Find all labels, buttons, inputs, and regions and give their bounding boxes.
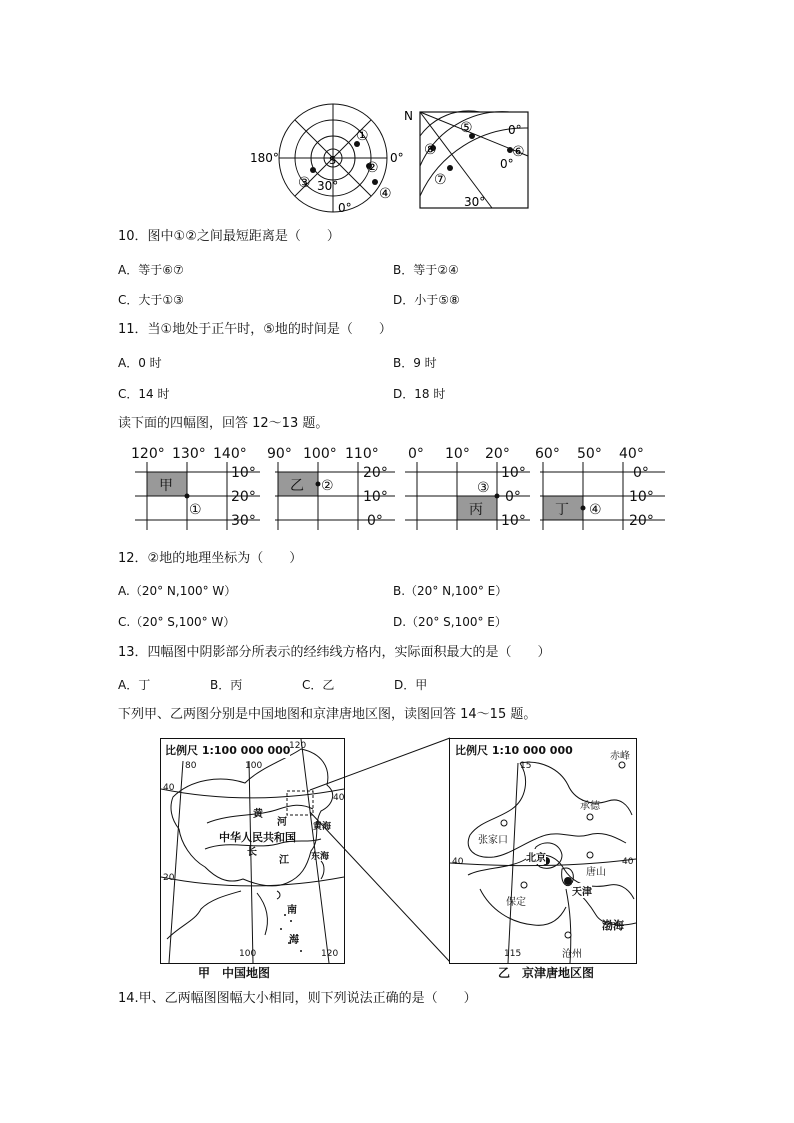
grid3-top-1: 10°: [445, 446, 470, 462]
china-lon-100-bottom: 100: [239, 949, 257, 959]
point-5-label: ⑤: [460, 120, 473, 136]
grid1-side-1: 20°: [231, 489, 256, 505]
china-map-scale: 比例尺 1:100 000 000: [165, 744, 291, 757]
china-map-caption: 甲 中国地图: [198, 966, 271, 980]
grid-figures: [125, 444, 670, 534]
jjt-cangzhou: 沧州: [562, 949, 582, 960]
grid3-side-0: 10°: [501, 465, 526, 481]
lon-0-label: 0°: [500, 157, 514, 171]
grid-jia: [131, 446, 260, 530]
q12-option-d: D.（20° S,100° E）: [393, 615, 507, 629]
jjt-beijing: 北京: [526, 849, 546, 864]
grid2-top-0: 90°: [267, 446, 292, 462]
q10-option-c: C．大于①③: [118, 293, 184, 307]
q10-option-d: D．小于⑤⑧: [393, 293, 460, 307]
grid1-shaded-label: 甲: [159, 478, 173, 494]
q12-option-c: C.（20° S,100° W）: [118, 615, 236, 629]
grid4-top-1: 50°: [577, 446, 602, 462]
china-lon-80: 80: [185, 761, 197, 771]
grid1-top-2: 140°: [213, 446, 247, 462]
grid4-side-0: 0°: [633, 465, 649, 481]
q11-option-c: C．14 时: [118, 387, 170, 401]
china-label-huang: 黄: [253, 809, 263, 820]
china-lat-20: 20: [163, 873, 175, 883]
q13-option-c: C．乙: [302, 678, 335, 692]
grid1-side-0: 10°: [231, 465, 256, 481]
grid3-side-2: 10°: [501, 513, 526, 529]
intro-14-15: 下列甲、乙两图分别是中国地图和京津唐地区图，读图回答 14～15 题。: [118, 707, 537, 722]
lat-30-label: 30°: [317, 179, 339, 193]
lon-0-right-label: 0°: [390, 151, 404, 165]
north-label: N: [404, 109, 413, 123]
point-4-label: ④: [379, 186, 392, 202]
jjt-lat-40-right: 40: [622, 857, 634, 867]
grid3-side-1: 0°: [505, 489, 521, 505]
grid3-shaded-label: 丙: [469, 502, 483, 518]
grid3-point-label: ③: [477, 480, 490, 496]
point-2-label: ②: [366, 160, 379, 176]
point-6-label: ⑥: [512, 144, 525, 160]
grid2-top-2: 110°: [345, 446, 379, 462]
grid4-top-0: 60°: [535, 446, 560, 462]
q13-option-a: A．丁: [118, 678, 151, 692]
q10-option-b: B．等于②④: [393, 263, 459, 277]
china-label-chang: 长: [247, 847, 257, 858]
q11-option-d: D．18 时: [393, 387, 446, 401]
q13-option-d: D．甲: [394, 678, 428, 692]
figure-quarter-map: [402, 106, 537, 214]
grid4-side-2: 20°: [629, 513, 654, 529]
map-connector-lines: [300, 730, 460, 970]
q13-stem: 13．四幅图中阴影部分所表示的经纬线方格内，实际面积最大的是（ ）: [118, 645, 551, 660]
china-label-hai: 海: [289, 935, 299, 946]
lon-0-bottom-label: 0°: [338, 201, 352, 215]
grid-bing: [405, 446, 530, 530]
q11-stem: 11．当①地处于正午时，⑤地的时间是（ ）: [118, 322, 392, 337]
pole-s-label: S: [329, 154, 336, 167]
grid4-side-1: 10°: [629, 489, 654, 505]
china-lat-40-left: 40: [163, 783, 175, 793]
grid2-side-0: 20°: [363, 465, 388, 481]
grid4-point-label: ④: [589, 502, 602, 518]
china-label-country: 中华人民共和国: [219, 831, 296, 844]
q10-option-a: A．等于⑥⑦: [118, 263, 184, 277]
jjt-lat-40-left: 40: [452, 857, 464, 867]
q10-stem: 10．图中①②之间最短距离是（ ）: [118, 229, 340, 244]
point-1-label: ①: [356, 128, 369, 144]
china-label-he: 河: [277, 817, 287, 828]
china-lon-100: 100: [245, 761, 263, 771]
jjt-tangshan: 唐山: [586, 867, 606, 878]
jjt-baoding: 保定: [506, 897, 526, 908]
grid4-shaded-label: 丁: [555, 502, 569, 518]
jjt-bohai: 渤海: [602, 919, 624, 932]
point-7-label: ⑦: [434, 172, 447, 188]
map-jingjintang: [449, 738, 637, 964]
grid1-side-2: 30°: [231, 513, 256, 529]
jjt-map-scale: 比例尺 1:10 000 000: [455, 744, 573, 757]
china-lon-120-bottom: 120: [321, 949, 339, 959]
lon-180-label: 180°: [250, 151, 279, 165]
q11-option-a: A．0 时: [118, 356, 162, 370]
point-8-label: ⑧: [424, 142, 437, 158]
jjt-lon-115-top: 15: [520, 761, 532, 771]
grid2-side-2: 0°: [367, 513, 383, 529]
china-lat-40-right: 40: [333, 793, 345, 803]
grid2-top-1: 100°: [303, 446, 337, 462]
q11-option-b: B．9 时: [393, 356, 437, 370]
grid3-top-0: 0°: [408, 446, 424, 462]
lat-30-bottom-label: 30°: [464, 195, 486, 209]
china-label-donghai: 东海: [311, 852, 330, 862]
grid2-point-label: ②: [321, 478, 334, 494]
china-label-nan: 南: [287, 905, 297, 916]
point-3-label: ③: [298, 175, 311, 191]
china-label-huanghai: 黄海: [313, 822, 332, 832]
lat-0-label: 0°: [508, 123, 522, 137]
grid3-top-2: 20°: [485, 446, 510, 462]
grid-ding: [535, 446, 665, 530]
figure-polar-map: [245, 100, 415, 220]
jjt-lon-115-bottom: 115: [504, 949, 522, 959]
grid1-top-1: 130°: [172, 446, 206, 462]
jjt-map-caption: 乙 京津唐地区图: [498, 966, 595, 980]
intro-12-13: 读下面的四幅图，回答 12～13 题。: [118, 416, 329, 431]
china-lon-120-top: 120: [289, 741, 307, 751]
q14-stem: 14.甲、乙两幅图图幅大小相同，则下列说法正确的是（ ）: [118, 991, 477, 1006]
grid2-shaded-label: 乙: [290, 478, 304, 494]
jjt-tianjin: 天津: [572, 883, 592, 898]
jjt-zhangjiakou: 张家口: [478, 835, 508, 846]
grid4-top-2: 40°: [619, 446, 644, 462]
grid2-side-1: 10°: [363, 489, 388, 505]
q12-option-b: B.（20° N,100° E）: [393, 584, 508, 598]
q12-option-a: A.（20° N,100° W）: [118, 584, 237, 598]
q13-option-b: B．丙: [210, 678, 243, 692]
grid1-top-0: 120°: [131, 446, 165, 462]
jjt-chifeng: 赤峰: [610, 751, 630, 762]
jjt-chengde: 承德: [580, 801, 600, 812]
grid-yi: [267, 446, 395, 530]
q12-stem: 12．②地的地理坐标为（ ）: [118, 551, 303, 566]
grid1-point-label: ①: [189, 502, 202, 518]
china-label-jiang: 江: [279, 855, 289, 866]
